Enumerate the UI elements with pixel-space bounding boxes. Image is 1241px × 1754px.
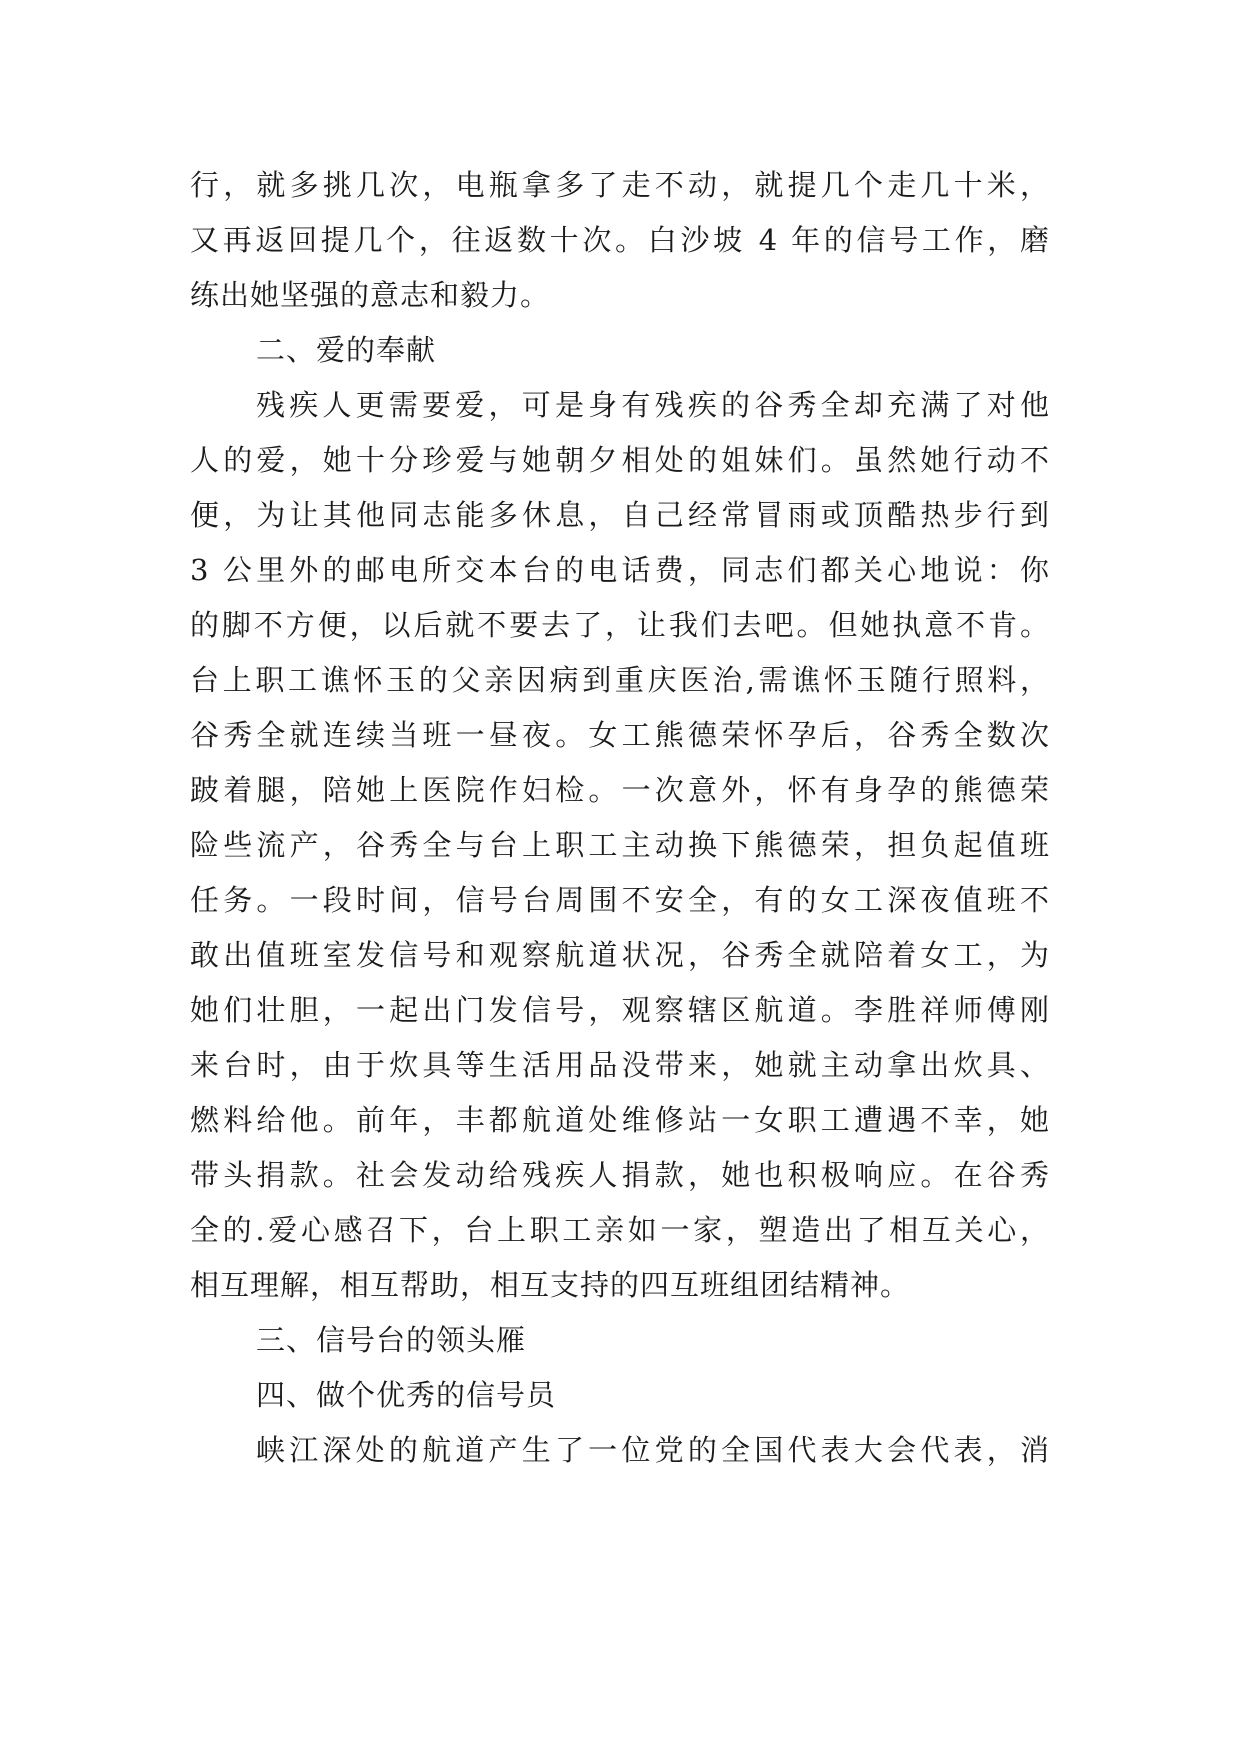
text-line: 她们壮胆，一起出门发信号，观察辖区航道。李胜祥师傅刚 <box>190 993 1050 1027</box>
text-line: 敢出值班室发信号和观察航道状况，谷秀全就陪着女工，为 <box>190 938 1050 972</box>
text-line: 来台时，由于炊具等生活用品没带来，她就主动拿出炊具、 <box>190 1048 1050 1082</box>
text-line: 全的.爱心感召下，台上职工亲如一家，塑造出了相互关心， <box>190 1213 1050 1247</box>
text-line: 台上职工谯怀玉的父亲因病到重庆医治,需谯怀玉随行照料， <box>190 663 1050 697</box>
text-line: 跛着腿，陪她上医院作妇检。一次意外，怀有身孕的熊德荣 <box>190 773 1050 807</box>
text-line: 残疾人更需要爱，可是身有残疾的谷秀全却充满了对他 <box>256 388 1050 422</box>
text-line: 又再返回提几个，往返数十次。白沙坡 4 年的信号工作，磨 <box>190 223 1050 257</box>
section-heading: 二、爱的奉献 <box>256 333 437 367</box>
text-line: 燃料给他。前年，丰都航道处维修站一女职工遭遇不幸，她 <box>190 1103 1050 1137</box>
text-line: 行，就多挑几次，电瓶拿多了走不动，就提几个走几十米， <box>190 168 1050 202</box>
section-heading: 三、信号台的领头雁 <box>256 1323 527 1357</box>
text-line: 险些流产，谷秀全与台上职工主动换下熊德荣，担负起值班 <box>190 828 1050 862</box>
text-line: 3 公里外的邮电所交本台的电话费，同志们都关心地说：你 <box>190 553 1050 587</box>
text-line: 便，为让其他同志能多休息，自己经常冒雨或顶酷热步行到 <box>190 498 1050 532</box>
text-line: 峡江深处的航道产生了一位党的全国代表大会代表，消 <box>256 1433 1050 1467</box>
text-line: 人的爱，她十分珍爱与她朝夕相处的姐妹们。虽然她行动不 <box>190 443 1050 477</box>
text-line: 相互理解，相互帮助，相互支持的四互班组团结精神。 <box>190 1268 911 1302</box>
text-line: 任务。一段时间，信号台周围不安全，有的女工深夜值班不 <box>190 883 1050 917</box>
text-line: 谷秀全就连续当班一昼夜。女工熊德荣怀孕后，谷秀全数次 <box>190 718 1050 752</box>
text-line: 的脚不方便，以后就不要去了，让我们去吧。但她执意不肯。 <box>190 608 1050 642</box>
text-line: 带头捐款。社会发动给残疾人捐款，她也积极响应。在谷秀 <box>190 1158 1050 1192</box>
text-line: 练出她坚强的意志和毅力。 <box>190 278 551 312</box>
section-heading: 四、做个优秀的信号员 <box>256 1378 557 1412</box>
document-body <box>190 158 1050 1478</box>
